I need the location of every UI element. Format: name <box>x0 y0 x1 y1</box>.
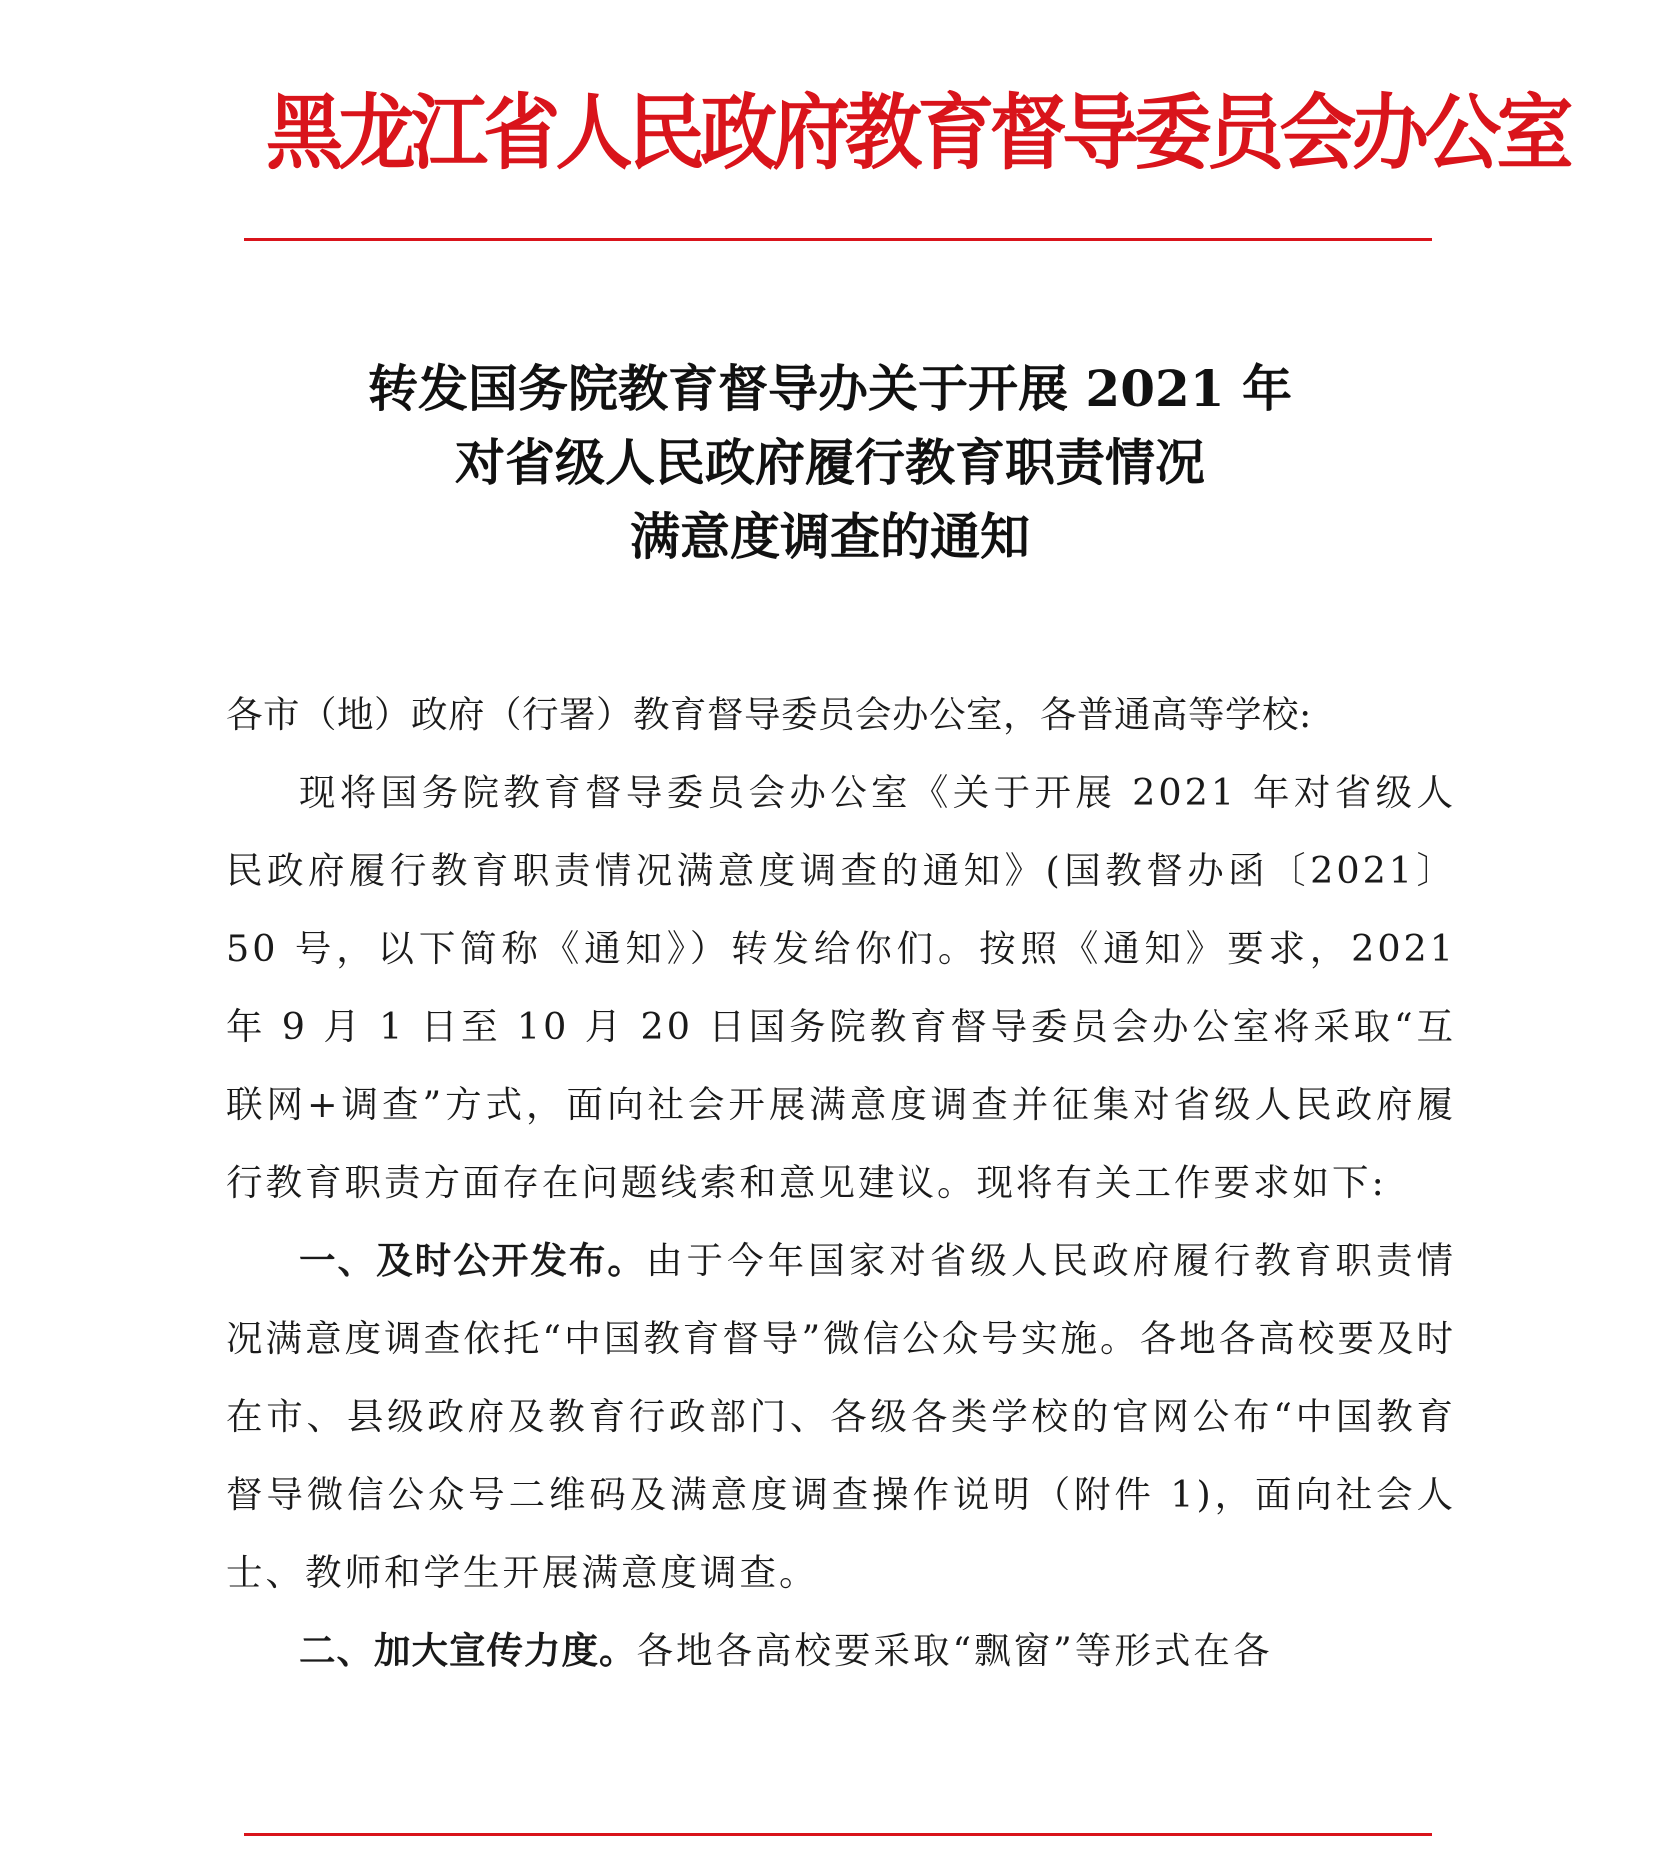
paragraph-intro: 现将国务院教育督导委员会办公室《关于开展 2021 年对省级人民政府履行教育职责情况满意度调查的通知》(国教督办函〔2021〕50 号，以下简称《通知》）转发给你们。按照《通知》要求，2021 年 9 月 1 日至 10 月 20 日国务院教育督导委员会办公室将采取“互联网+调查”方式，面向社会开展满意度调查并征集对省级人民政府履行教育职责方面存在问题线索和意见建议。现将有关工作要求如下: <box>226 771 1456 1204</box>
issuing-office-header: 黑龙江省人民政府教育督导委员会办公室 <box>266 85 1569 181</box>
section-2-heading: 二、加大宣传力度。 <box>299 1629 637 1672</box>
document-title <box>226 352 1434 574</box>
document-body <box>226 676 1456 1690</box>
document-title-line-2: 对省级人民政府履行教育职责情况 <box>455 433 1205 492</box>
paragraph-section-1 <box>226 1222 1456 1612</box>
salutation: 各市（地）政府（行署）教育督导委员会办公室，各普通高等学校: <box>226 693 1312 736</box>
document-title-line-3: 满意度调查的通知 <box>630 507 1030 566</box>
footer-red-rule <box>244 1833 1432 1836</box>
paragraph-section-2 <box>226 1612 1456 1690</box>
section-1-heading: 一、及时公开发布。 <box>299 1239 646 1282</box>
section-2-text: 各地各高校要采取“飘窗”等形式在各 <box>636 1629 1273 1672</box>
document-title-line-1: 转发国务院教育督导办关于开展 2021 年 <box>368 359 1292 418</box>
header-red-rule <box>244 238 1432 241</box>
section-1-text: 由于今年国家对省级人民政府履行教育职责情况满意度调查依托“中国教育督导”微信公众号实施。各地各高校要及时在市、县级政府及教育行政部门、各级各类学校的官网公布“中国教育督导微信公众号二维码及满意度调查操作说明（附件 1)，面向社会人士、教师和学生开展满意度调查。 <box>226 1239 1457 1594</box>
